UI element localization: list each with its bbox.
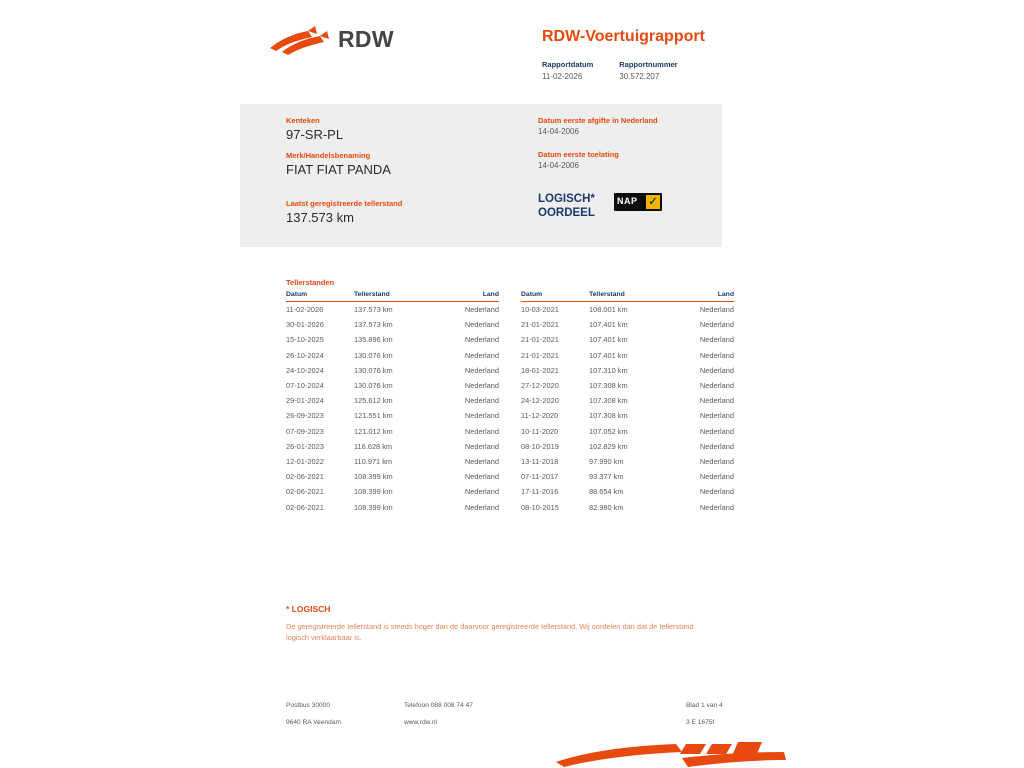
cell-land: Nederland bbox=[699, 396, 734, 406]
cell-land: Nederland bbox=[699, 335, 734, 345]
field-eerste-afgifte bbox=[538, 116, 718, 136]
cell-datum: 02-06-2021 bbox=[286, 487, 324, 497]
table-row bbox=[521, 484, 734, 499]
cell-land: Nederland bbox=[699, 502, 734, 512]
table-row bbox=[286, 454, 499, 469]
cell-datum: 18-01-2021 bbox=[521, 365, 559, 375]
table-row bbox=[521, 424, 734, 439]
cell-land: Nederland bbox=[464, 320, 499, 330]
cell-datum: 12-01-2022 bbox=[286, 456, 324, 466]
cell-land: Nederland bbox=[699, 350, 734, 360]
table-row bbox=[521, 393, 734, 408]
footer-page-number: Blad 1 van 4 bbox=[686, 702, 723, 709]
cell-land: Nederland bbox=[464, 472, 499, 482]
cell-land: Nederland bbox=[464, 426, 499, 436]
cell-land: Nederland bbox=[699, 305, 734, 315]
cell-tellerstand: 130.076 km bbox=[354, 365, 393, 375]
cell-datum: 10-11-2020 bbox=[521, 426, 559, 436]
mileage-section bbox=[286, 278, 734, 515]
mileage-table-right bbox=[521, 291, 734, 515]
cell-tellerstand: 137.573 km bbox=[354, 305, 393, 315]
table-row bbox=[286, 424, 499, 439]
cell-tellerstand: 137.573 km bbox=[354, 320, 393, 330]
column-header-land: Land bbox=[667, 291, 734, 302]
cell-tellerstand: 108.399 km bbox=[354, 487, 393, 497]
cell-land: Nederland bbox=[464, 487, 499, 497]
cell-tellerstand: 107.401 km bbox=[589, 320, 628, 330]
verdict-block bbox=[538, 192, 662, 220]
mileage-caption: Tellerstanden bbox=[286, 278, 335, 287]
report-date-label: Rapportdatum bbox=[542, 60, 594, 69]
cell-tellerstand: 107.310 km bbox=[589, 365, 628, 375]
cell-tellerstand: 93.377 km bbox=[589, 472, 624, 482]
mileage-table-left-body bbox=[286, 302, 499, 515]
table-row bbox=[286, 484, 499, 499]
cell-datum: 30-01-2026 bbox=[286, 320, 324, 330]
cell-tellerstand: 110.971 km bbox=[354, 456, 393, 466]
table-row bbox=[286, 317, 499, 332]
table-row bbox=[286, 363, 499, 378]
cell-tellerstand: 107.308 km bbox=[589, 411, 628, 421]
report-meta bbox=[542, 60, 704, 81]
cell-datum: 07-11-2017 bbox=[521, 472, 559, 482]
column-header-tellerstand: Tellerstand bbox=[589, 291, 667, 302]
footer-contact bbox=[404, 702, 473, 736]
cell-land: Nederland bbox=[699, 365, 734, 375]
cell-datum: 08-10-2015 bbox=[521, 502, 559, 512]
cell-land: Nederland bbox=[464, 502, 499, 512]
cell-datum: 26-09-2023 bbox=[286, 411, 324, 421]
cell-datum: 02-06-2021 bbox=[286, 502, 324, 512]
cell-land: Nederland bbox=[464, 365, 499, 375]
cell-tellerstand: 121.551 km bbox=[354, 411, 393, 421]
field-kenteken-label: Kenteken bbox=[286, 116, 320, 125]
footer-phone: Telefoon 088 008 74 47 bbox=[404, 702, 473, 709]
cell-datum: 11-02-2026 bbox=[286, 305, 324, 315]
cell-tellerstand: 82.980 km bbox=[589, 502, 624, 512]
footer-address bbox=[286, 702, 341, 736]
cell-land: Nederland bbox=[464, 456, 499, 466]
cell-land: Nederland bbox=[699, 320, 734, 330]
report-date-value: 11-02-2026 bbox=[542, 72, 583, 81]
cell-tellerstand: 135.896 km bbox=[354, 335, 393, 345]
cell-datum: 13-11-2018 bbox=[521, 456, 559, 466]
table-row bbox=[286, 332, 499, 347]
field-eerste-afgifte-label: Datum eerste afgifte in Nederland bbox=[538, 116, 658, 125]
table-row bbox=[286, 393, 499, 408]
rdw-arrow-icon bbox=[268, 22, 330, 56]
rdw-logo-text: RDW bbox=[338, 25, 394, 52]
table-row bbox=[521, 302, 734, 318]
cell-datum: 29-01-2024 bbox=[286, 396, 324, 406]
cell-datum: 17-11-2016 bbox=[521, 487, 559, 497]
footer-address-line-1: Postbus 30000 bbox=[286, 702, 330, 709]
table-row bbox=[521, 363, 734, 378]
cell-land: Nederland bbox=[464, 441, 499, 451]
table-row bbox=[286, 302, 499, 318]
cell-datum: 24-10-2024 bbox=[286, 365, 324, 375]
cell-tellerstand: 102.829 km bbox=[589, 441, 628, 451]
report-number bbox=[619, 60, 677, 81]
field-laatste-tellerstand bbox=[286, 199, 516, 225]
cell-datum: 11-12-2020 bbox=[521, 411, 559, 421]
cell-tellerstand: 108.399 km bbox=[354, 502, 393, 512]
table-row bbox=[286, 469, 499, 484]
footnote-text: De geregistreerde tellerstand is steeds hoger dan de daarvoor geregistreerde tellerstand. Wij oordelen dan dat de tellerstand logisch verklaarbaar is. bbox=[286, 622, 694, 642]
verdict-text bbox=[538, 192, 610, 220]
field-eerste-toelating-value: 14-04-2006 bbox=[538, 161, 579, 170]
column-header-land: Land bbox=[432, 291, 499, 302]
field-laatste-tellerstand-label: Laatst geregistreerde tellerstand bbox=[286, 199, 403, 208]
report-number-label: Rapportnummer bbox=[619, 60, 678, 69]
cell-datum: 27-12-2020 bbox=[521, 381, 559, 391]
vehicle-summary-panel bbox=[240, 104, 722, 247]
table-row bbox=[521, 408, 734, 423]
cell-tellerstand: 107.308 km bbox=[589, 396, 628, 406]
field-eerste-afgifte-value: 14-04-2006 bbox=[538, 127, 579, 136]
field-kenteken bbox=[286, 116, 516, 142]
cell-land: Nederland bbox=[699, 426, 734, 436]
nap-badge bbox=[614, 193, 662, 211]
table-row bbox=[521, 469, 734, 484]
table-row bbox=[521, 332, 734, 347]
cell-tellerstand: 130.076 km bbox=[354, 381, 393, 391]
table-row bbox=[286, 378, 499, 393]
nap-badge-label: NAP bbox=[617, 196, 638, 206]
report-number-value: 30.572.207 bbox=[619, 72, 660, 81]
rdw-logo bbox=[268, 22, 394, 56]
field-merk-label: Merk/Handelsbenaming bbox=[286, 151, 371, 160]
cell-datum: 24-12-2020 bbox=[521, 396, 559, 406]
cell-tellerstand: 107.401 km bbox=[589, 335, 628, 345]
check-icon: ✓ bbox=[646, 195, 660, 209]
table-row bbox=[521, 439, 734, 454]
cell-land: Nederland bbox=[699, 381, 734, 391]
summary-right-column bbox=[538, 116, 718, 179]
cell-datum: 26-01-2023 bbox=[286, 441, 324, 451]
cell-datum: 07-09-2023 bbox=[286, 426, 324, 436]
table-row bbox=[286, 439, 499, 454]
footnote-section bbox=[286, 604, 706, 643]
footer-pagination bbox=[686, 702, 723, 736]
footer-address-line-2: 9640 RA Veendam bbox=[286, 719, 341, 726]
cell-datum: 10-03-2021 bbox=[521, 305, 559, 315]
cell-datum: 21-01-2021 bbox=[521, 335, 559, 345]
cell-datum: 08-10-2019 bbox=[521, 441, 559, 451]
table-row bbox=[521, 348, 734, 363]
table-row bbox=[286, 348, 499, 363]
cell-tellerstand: 107.401 km bbox=[589, 350, 628, 360]
table-row bbox=[521, 378, 734, 393]
cell-tellerstand: 121.012 km bbox=[354, 426, 393, 436]
rdw-watermark-icon bbox=[556, 740, 786, 768]
cell-land: Nederland bbox=[464, 396, 499, 406]
column-header-datum: Datum bbox=[286, 291, 354, 302]
cell-datum: 07-10-2024 bbox=[286, 381, 324, 391]
cell-land: Nederland bbox=[699, 456, 734, 466]
footer-website[interactable]: www.rdw.nl bbox=[404, 719, 437, 726]
page-title: RDW-Voertuigrapport bbox=[542, 28, 705, 45]
table-header-row bbox=[521, 291, 734, 302]
cell-land: Nederland bbox=[699, 441, 734, 451]
summary-left-column bbox=[286, 116, 516, 234]
column-header-datum: Datum bbox=[521, 291, 589, 302]
cell-tellerstand: 116.628 km bbox=[354, 441, 393, 451]
verdict-line-1: LOGISCH* bbox=[538, 193, 595, 205]
footnote-title: * LOGISCH bbox=[286, 604, 331, 614]
mileage-table-right-body bbox=[521, 302, 734, 515]
cell-datum: 21-01-2021 bbox=[521, 350, 559, 360]
cell-tellerstand: 97.990 km bbox=[589, 456, 624, 466]
cell-tellerstand: 107.052 km bbox=[589, 426, 628, 436]
cell-tellerstand: 130.076 km bbox=[354, 350, 393, 360]
cell-datum: 21-01-2021 bbox=[521, 320, 559, 330]
table-row bbox=[521, 317, 734, 332]
cell-land: Nederland bbox=[464, 335, 499, 345]
cell-land: Nederland bbox=[699, 472, 734, 482]
cell-land: Nederland bbox=[464, 381, 499, 391]
cell-land: Nederland bbox=[699, 411, 734, 421]
field-eerste-toelating-label: Datum eerste toelating bbox=[538, 150, 619, 159]
field-merk-value: FIAT FIAT PANDA bbox=[286, 162, 391, 177]
table-header-row bbox=[286, 291, 499, 302]
verdict-line-2: OORDEEL bbox=[538, 207, 595, 219]
footer-form-code: 3 E 1675f bbox=[686, 719, 715, 726]
field-eerste-toelating bbox=[538, 150, 718, 170]
table-row bbox=[286, 499, 499, 514]
cell-datum: 15-10-2025 bbox=[286, 335, 324, 345]
cell-land: Nederland bbox=[464, 305, 499, 315]
report-date bbox=[542, 60, 593, 81]
cell-tellerstand: 125.612 km bbox=[354, 396, 393, 406]
document-header bbox=[268, 18, 738, 88]
field-kenteken-value: 97-SR-PL bbox=[286, 127, 344, 142]
cell-tellerstand: 88.654 km bbox=[589, 487, 624, 497]
mileage-table-left bbox=[286, 291, 499, 515]
cell-datum: 02-06-2021 bbox=[286, 472, 324, 482]
cell-land: Nederland bbox=[464, 350, 499, 360]
column-header-tellerstand: Tellerstand bbox=[354, 291, 432, 302]
cell-land: Nederland bbox=[699, 487, 734, 497]
field-merk bbox=[286, 151, 516, 177]
table-row bbox=[286, 408, 499, 423]
table-row bbox=[521, 499, 734, 514]
cell-tellerstand: 108.399 km bbox=[354, 472, 393, 482]
cell-datum: 26-10-2024 bbox=[286, 350, 324, 360]
cell-tellerstand: 107.308 km bbox=[589, 381, 628, 391]
table-row bbox=[521, 454, 734, 469]
cell-tellerstand: 108.001 km bbox=[589, 305, 628, 315]
field-laatste-tellerstand-value: 137.573 km bbox=[286, 210, 354, 225]
cell-land: Nederland bbox=[464, 411, 499, 421]
